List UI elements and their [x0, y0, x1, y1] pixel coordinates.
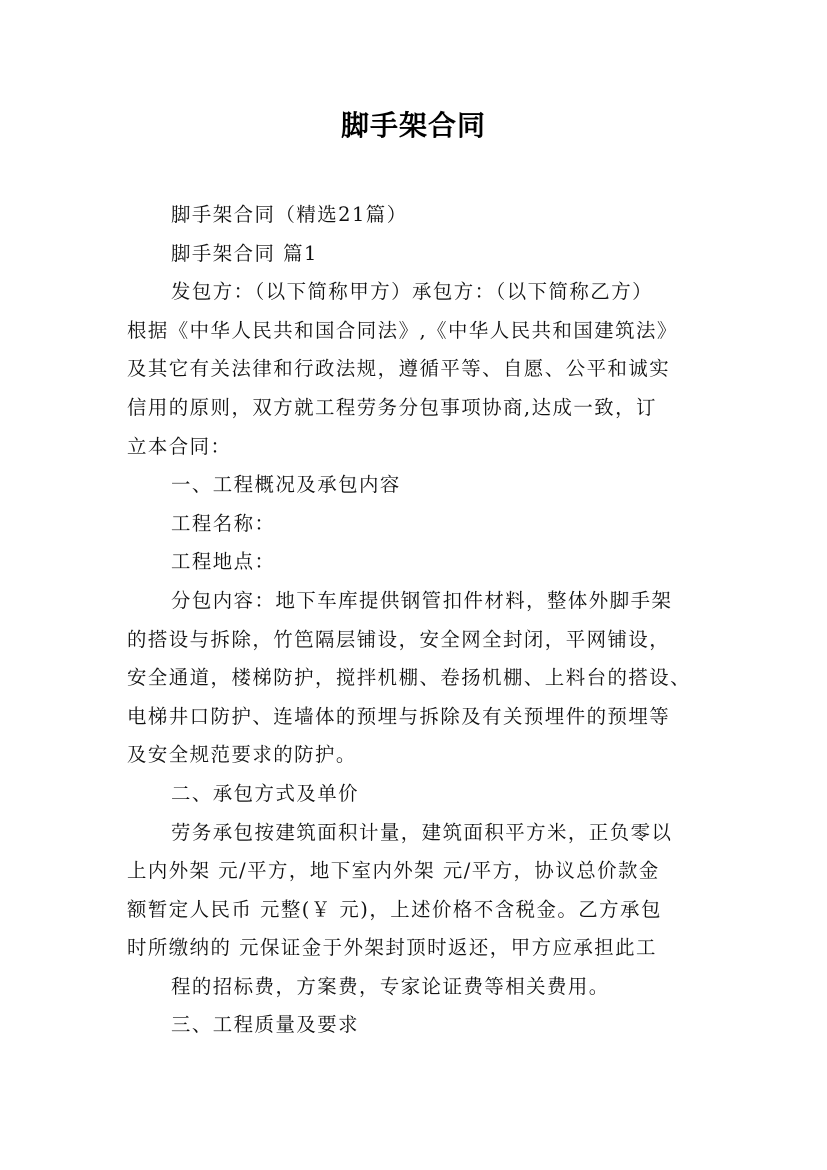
paragraph-line: 安全通道，楼梯防护，搅拌机棚、卷扬机棚、上料台的搭设、: [127, 666, 692, 690]
section-heading: 一、工程概况及承包内容: [171, 473, 401, 497]
section-heading: 三、工程质量及要求: [171, 1013, 360, 1037]
paragraph-line: 工程名称：: [171, 511, 276, 535]
paragraph-line: 的搭设与拆除，竹笆隔层铺设，安全网全封闭，平网铺设，: [127, 627, 671, 651]
paragraph-line: 工程地点：: [171, 550, 276, 574]
paragraph-line: 脚手架合同 篇1: [171, 241, 318, 265]
paragraph-line: 及安全规范要求的防护。: [127, 743, 357, 767]
paragraph-line: 时所缴纳的 元保证金于外架封顶时返还，甲方应承担此工: [127, 936, 657, 960]
document-title: 脚手架合同: [340, 109, 486, 142]
paragraph-line: 发包方：（以下简称甲方）承包方：（以下简称乙方）: [171, 280, 653, 304]
paragraph-line: 电梯井口防护、连墙体的预埋与拆除及有关预埋件的预埋等: [127, 704, 671, 728]
section-heading: 二、承包方式及单价: [171, 781, 360, 805]
paragraph-line: 脚手架合同（精选21篇）: [171, 203, 408, 226]
document-body: [127, 196, 702, 1045]
paragraph-line: 劳务承包按建筑面积计量，建筑面积平方米，正负零以: [171, 820, 673, 844]
paragraph-line: 上内外架 元/平方，地下室内外架 元/平方，协议总价款金: [127, 859, 660, 883]
paragraph-line: 及其它有关法律和行政法规，遵循平等、自愿、公平和诚实: [127, 357, 671, 381]
paragraph-line: 根据《中华人民共和国合同法》,《中华人民共和国建筑法》: [127, 318, 678, 342]
paragraph-line: 信用的原则，双方就工程劳务分包事项协商,达成一致，订: [127, 395, 657, 419]
paragraph-line: 额暂定人民币 元整(￥ 元)，上述价格不含税金。乙方承包: [127, 897, 662, 921]
paragraph-line: 立本合同：: [127, 434, 232, 458]
paragraph-line: 分包内容：地下车库提供钢管扣件材料，整体外脚手架: [171, 588, 673, 612]
paragraph-line: 程的招标费，方案费，专家论证费等相关费用。: [171, 974, 610, 998]
